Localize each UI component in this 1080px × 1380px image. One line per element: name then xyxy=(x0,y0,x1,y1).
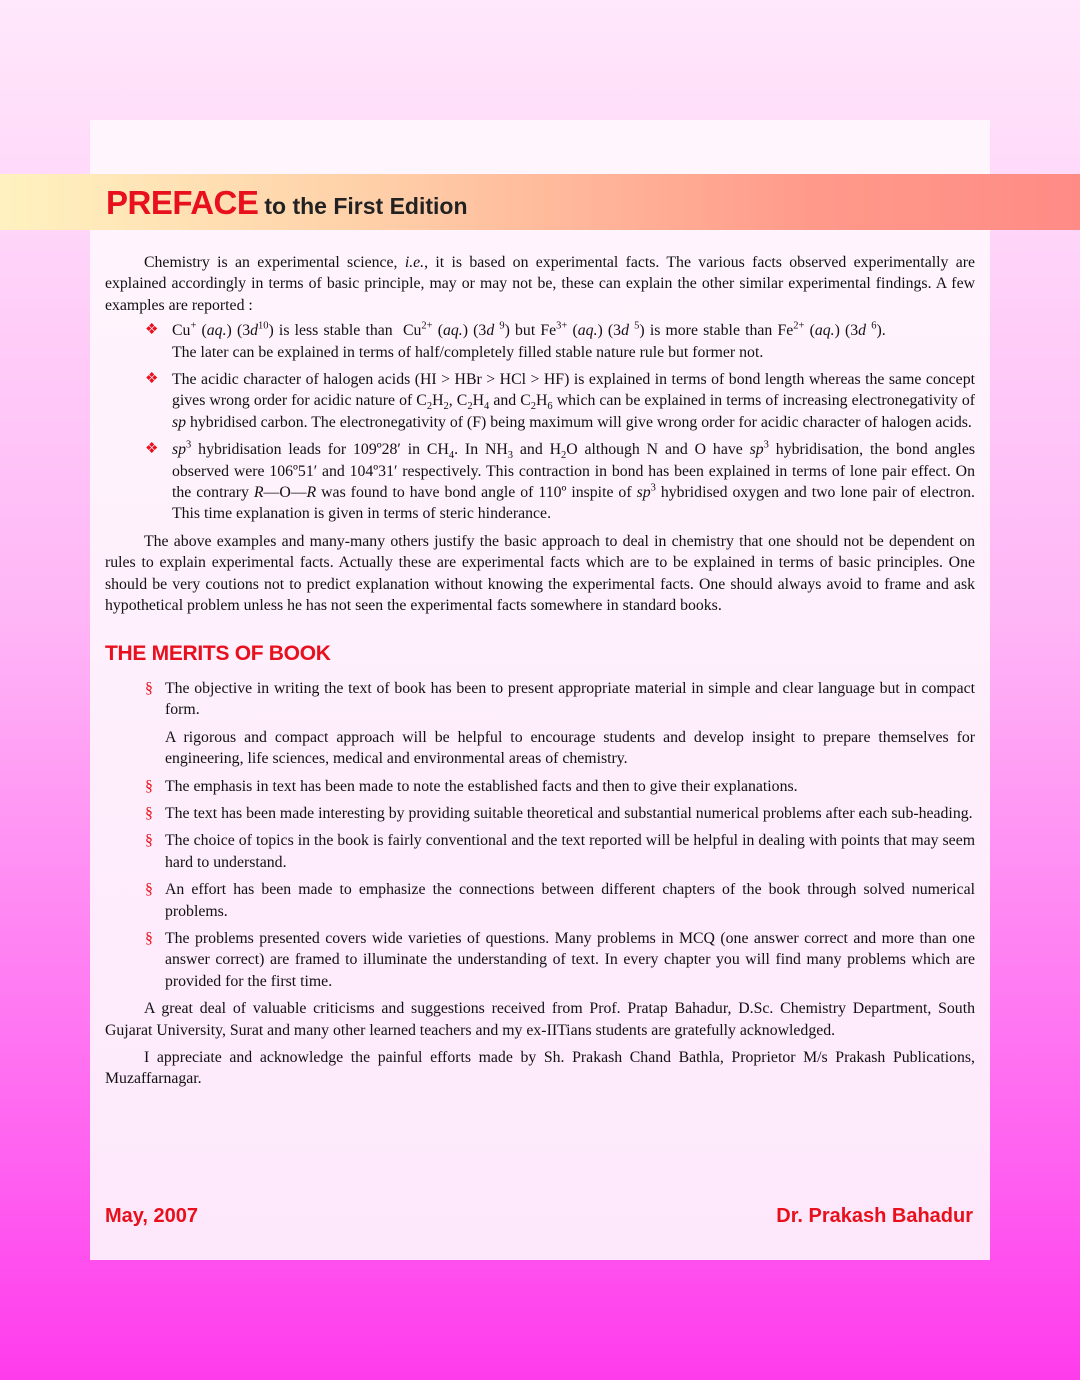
preface-body xyxy=(105,252,975,1090)
section-sign-icon: § xyxy=(145,881,153,899)
list-item xyxy=(105,678,975,770)
merits-heading: THE MERITS OF BOOK xyxy=(105,641,331,665)
list-item xyxy=(105,879,975,922)
list-item xyxy=(105,803,975,824)
merit-text: The text has been made interesting by providing suitable theoretical and substantial numerical problems after each sub-heading. xyxy=(165,804,973,822)
list-item xyxy=(105,369,975,433)
section-sign-icon: § xyxy=(145,777,153,795)
page-title xyxy=(106,184,468,222)
section-sign-icon: § xyxy=(145,804,153,822)
example-3-text: $sp^3$ hybridisation leads for 109º28′ in $CH_4$. In $NH_3$ and $H_2O$ although N and O have $sp^3$ hybridisation, the bond angles observed were 106º51′ and 104º31′ respectively. This contraction in bond has been explained in terms of lone pair effect. On the contrary R—O—R was found to have bond angle of 110º inspite of $sp^3$ hybridised oxygen and two lone pair of electron. This time explanation is given in terms of steric hinderance. xyxy=(172,439,975,523)
example-1-line-2: The later can be explained in terms of half/completely filled stable nature rule but former not. xyxy=(172,343,764,361)
section-sign-icon: § xyxy=(145,832,153,850)
diamond-bullet-icon: ❖ xyxy=(145,322,159,339)
acknowledgement-paragraph-2: I appreciate and acknowledge the painful efforts made by Sh. Prakash Chand Bathla, Proprietor M/s Prakash Publications, Muzaffarnagar. xyxy=(105,1049,975,1088)
signature-date: May, 2007 xyxy=(105,1205,199,1227)
example-1-line-1: Cu+ (aq.) $(3d^{10})$ is less stable than $Cu^{2+}$ (aq.) (3d $^9$) but $Fe^{3+}$ (aq.) (3d $^5$) is more stable than $Fe^{2+}$ (aq.) (3d $^6$). xyxy=(172,320,886,340)
examples-list xyxy=(105,320,975,525)
list-item xyxy=(105,320,975,363)
list-item xyxy=(105,776,975,797)
example-2-text: The acidic character of halogen acids (HI > HBr > HCl > HF) is explained in terms of bond length whereas the same concept gives wrong order for acidic nature of $C_2H_2$, $C_2H_4$ and $C_2H_6$ which can be explained in terms of increasing electronegativity of sp hybridised carbon. The electronegativity of (F) being maximum will give wrong order for acidic character of halogen acids. xyxy=(172,371,975,431)
list-item xyxy=(105,928,975,992)
acknowledgement-paragraph-1: A great deal of valuable criticisms and suggestions received from Prof. Pratap Bahadur, D.Sc. Chemistry Department, South Gujarat University, Surat and many other learned teachers and my ex-IITians students are gratefully acknowledged. xyxy=(105,1000,975,1039)
intro-paragraph: Chemistry is an experimental science, i.e., it is based on experimental facts. The various facts observed experimentally are explained accordingly in terms of basic principle, may or may not be, these can explain the other similar experimental findings. A few examples are reported : xyxy=(105,254,975,314)
list-item xyxy=(105,830,975,873)
merit-text: The problems presented covers wide varieties of questions. Many problems in MCQ (one answer correct and more than one answer correct) are framed to illuminate the understanding of text. In every chapter you will find many problems which are provided for the first time. xyxy=(165,929,975,990)
merit-text: The choice of topics in the book is fairly conventional and the text reported will be helpful in dealing with points that may seem hard to understand. xyxy=(165,832,975,871)
diamond-bullet-icon: ❖ xyxy=(145,441,159,458)
merits-list xyxy=(105,678,975,992)
merit-text: An effort has been made to emphasize the connections between different chapters of the book through solved numerical problems. xyxy=(165,881,975,920)
section-sign-icon: § xyxy=(145,679,153,697)
above-examples-paragraph: The above examples and many-many others justify the basic approach to deal in chemistry that one should not be dependent on rules to explain experimental facts. Actually these are experimental facts which are to be explained in terms of basic principles. One should be very coutions not to predict explanation without knowing the experimental facts. One should always avoid to frame and ask hypothetical problem unless he has not seen the experimental facts somewhere in standard books. xyxy=(105,532,975,615)
section-sign-icon: § xyxy=(145,929,153,947)
title-main: PREFACE xyxy=(106,184,259,221)
signature-author: Dr. Prakash Bahadur xyxy=(776,1205,973,1227)
merit-text: The emphasis in text has been made to note the established facts and then to give their explanations. xyxy=(165,777,798,795)
merit-text: The objective in writing the text of book has been to present appropriate material in simple and clear language but in compact form. xyxy=(165,679,975,719)
diamond-bullet-icon: ❖ xyxy=(145,371,159,388)
title-subtitle: to the First Edition xyxy=(264,193,468,219)
list-item xyxy=(105,439,975,525)
merit-continuation: A rigorous and compact approach will be helpful to encourage students and develop insight to prepare themselves for engineering, life sciences, medical and environmental areas of chemistry. xyxy=(165,728,975,768)
